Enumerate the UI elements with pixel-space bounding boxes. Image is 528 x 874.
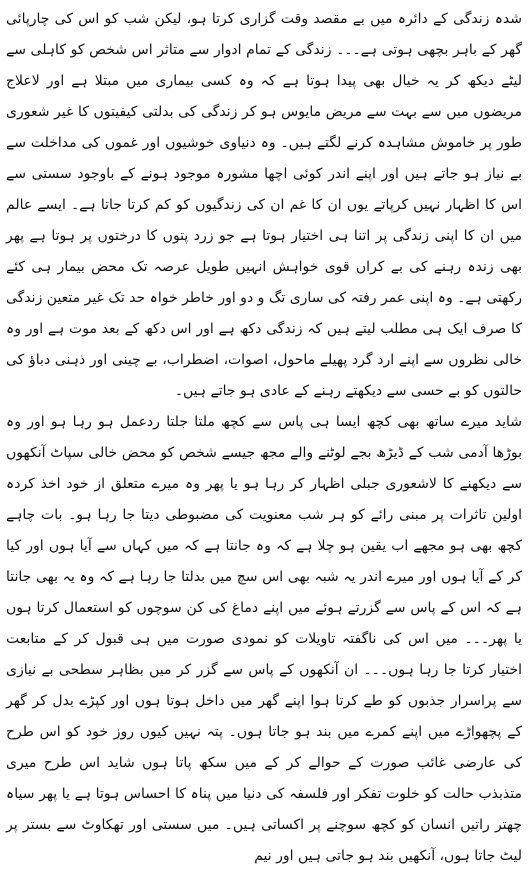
article-body (6, 4, 522, 872)
paragraph-2: شاید میرے ساتھ بھی کچھ ایسا ہی پاس سے کچھ ملتا جلتا ردعمل ہو رہا ہو اور وہ بوڑھا آدمی شب کے ڈیڑھ بجے لوٹنے والے مجھ جیسے شخص کو محض خالی سپاٹ آنکھوں سے دیکھنے کا لاشعوری جبلی اظہار کر رہا ہو یا پھر وہ میرے متعلق از خود اخذ کردہ اولین تاثرات پر مبنی رائے کو ہر شب معنویت کی مضبوطی دیتا جا رہا ہو۔ بات چاہے کچھ بھی ہو مجھے اب یقین ہو چلا ہے کہ وہ جانتا ہے کہ میں کہاں سے آیا ہوں اور کیا کر کے آیا ہوں اور میرے اندر یہ شبہ بھی اس سچ میں بدلتا جا رہا ہے کہ وہ یہ بھی جانتا ہے کہ اس کے پاس سے گزرتے ہوئے میں اپنے دماغ کی کن سوچوں کو استعمال کرتا ہوں یا پھر۔۔۔ میں اس کی ناگفتہ تاویلات کو نمودی صورت میں ہی قبول کر کے متابعت اختیار کرتا جا رہا ہوں۔۔۔ ان آنکھوں کے پاس سے گزر کر میں بظاہر سطحی بے نیازی سے پراسرار جذبوں کو طے کرتا ہوا اپنے گھر میں داخل ہوتا ہوں اور کپڑے بدل کر گھر کے پچھواڑے میں اپنے کمرے میں بند ہو جاتا ہوں۔ پتہ نہیں کیوں روز خود کو اس طرح کی عارضی غائب صورت کے حوالے کر کے میں سکھ پاتا ہوں شاید اس طرح میری متذبذب حالت کو خلوت تفکر اور فلسفہ کی دنیا میں پناہ کا احساس ہوتا ہے یا پھر سیاہ چھتر راتیں انسان کو کچھ سوچنے پر اکساتی ہیں۔ میں سستی اور تھکاوٹ سے بستر پر لیٹ جاتا ہوں، آنکھیں بند ہو جاتی ہیں اور نیم (6, 414, 522, 864)
paragraph-1: شدہ زندگی کے دائرہ میں بے مقصد وقت گزاری کرتا ہو، لیکن شب کو اس کی چارپائی گھر کے باہر بچھی ہوتی ہے۔۔۔ زندگی کے تمام ادوار سے متاثر اس شخص کو کاہلی سے لیٹے دیکھ کر یہ خیال بھی پیدا ہوتا ہے کہ وہ کسی بیماری میں مبتلا ہے اور لاعلاج مریضوں میں سے بہت سے مریض مایوس ہو کر زندگی کی بدلتی کیفیتوں کا غیر شعوری طور پر خاموش مشاہدہ کرنے لگتے ہیں۔ وہ دنیاوی خوشیوں اور غموں کی مداخلت سے بے نیاز ہو جاتے ہیں اور اپنے اندر کوئی اچھا مشورہ موجود ہونے کے باوجود سستی سے اس کا اظہار نہیں کرپاتے یوں ان کا غم ان کی زندگیوں کو کم کرتا جاتا ہے۔ ایسے عالم میں ان کا اپنی زندگی پر اتنا ہی اختیار ہوتا ہے جو زرد پتوں کا درختوں پر ہوتا ہے پھر بھی زندہ رہنے کی بے کراں قوی خواہش انہیں طویل عرصہ تک محض بیمار ہی کئے رکھتی ہے۔ وہ اپنی عمر رفتہ کی ساری تگ و دو اور خاطر خواہ حد تک غیر متعین زندگی کا صرف ایک ہی مطلب لیتے ہیں کہ زندگی دکھ ہے اور اس دکھ کے بعد موت ہے اور وہ خالی نظروں سے اپنے ارد گرد پھیلے ماحول، اصوات، اضطراب، بے چینی اور ذہنی دباؤ کی حالتوں کو بے حسی سے دیکھتے رہنے کے عادی ہو جاتے ہیں۔ (6, 11, 522, 399)
